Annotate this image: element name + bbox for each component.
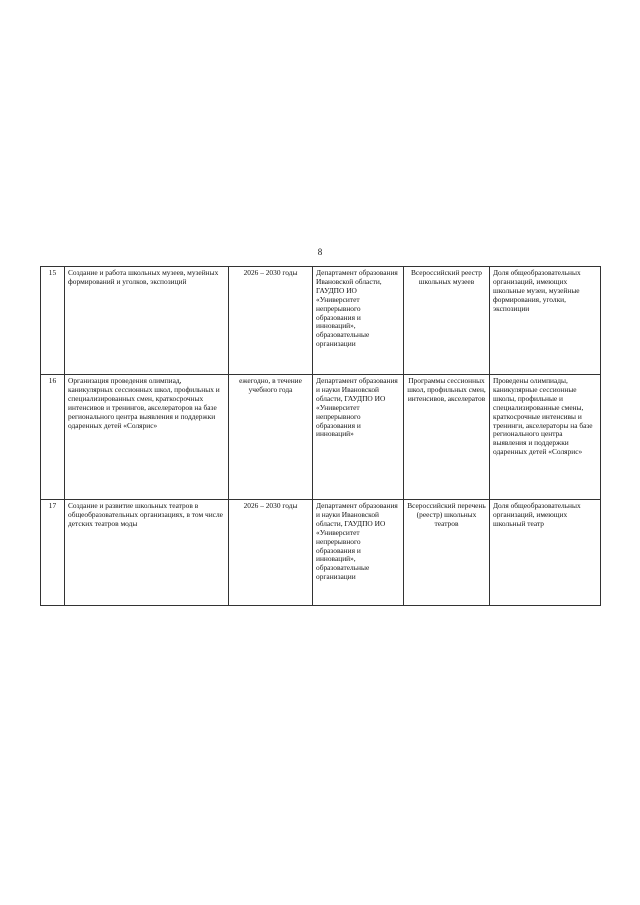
activity-cell: Создание и работа школьных музеев, музейных формирований и уголков, экспозиций (65, 267, 229, 375)
activity-cell: Создание и развитие школьных театров в общеобразовательных организациях, в том числе детских театров моды (65, 500, 229, 606)
executor-cell: Департамент образования Ивановской области, ГАУДПО ИО «Университет непрерывного образования и инноваций», образовательные организации (313, 267, 404, 375)
row-number: 16 (41, 375, 65, 500)
period-cell: ежегодно, в течение учебного года (229, 375, 313, 500)
executor-cell: Департамент образования и науки Ивановской области, ГАУДПО ИО «Университет непрерывного образования и инноваций», образовательные организации (313, 500, 404, 606)
executor-cell: Департамент образования и науки Ивановской области, ГАУДПО ИО «Университет непрерывного образования и инноваций» (313, 375, 404, 500)
activity-cell: Организация проведения олимпиад, каникулярных сессионных школ, профильных и специализированных смен, краткосрочных интенсивов и тренингов, акселераторов на базе регионального центра выявления и поддержки одаренных детей «Солярис» (65, 375, 229, 500)
table-row (41, 500, 601, 606)
period-cell: 2026 – 2030 годы (229, 267, 313, 375)
source-cell: Программы сессионных школ, профильных смен, интенсивов, акселератов (404, 375, 490, 500)
row-number: 17 (41, 500, 65, 606)
result-cell: Доля общеобразовательных организаций, имеющих школьные музеи, музейные формирования, уголки, экспозиции (490, 267, 601, 375)
period-cell: 2026 – 2030 годы (229, 500, 313, 606)
table-row (41, 267, 601, 375)
result-cell: Проведены олимпиады, каникулярные сессионные школы, профильные и специализированные смены, краткосрочные интенсивы и тренинги, акселераторы на базе регионального центра выявления и поддержки одаренных детей «Солярис» (490, 375, 601, 500)
activity-table (40, 266, 601, 606)
source-cell: Всероссийский перечень (реестр) школьных театров (404, 500, 490, 606)
result-cell: Доля общеобразовательных организаций, имеющих школьный театр (490, 500, 601, 606)
source-cell: Всероссийский реестр школьных музеев (404, 267, 490, 375)
row-number: 15 (41, 267, 65, 375)
page-number: 8 (317, 247, 323, 257)
table-row (41, 375, 601, 500)
